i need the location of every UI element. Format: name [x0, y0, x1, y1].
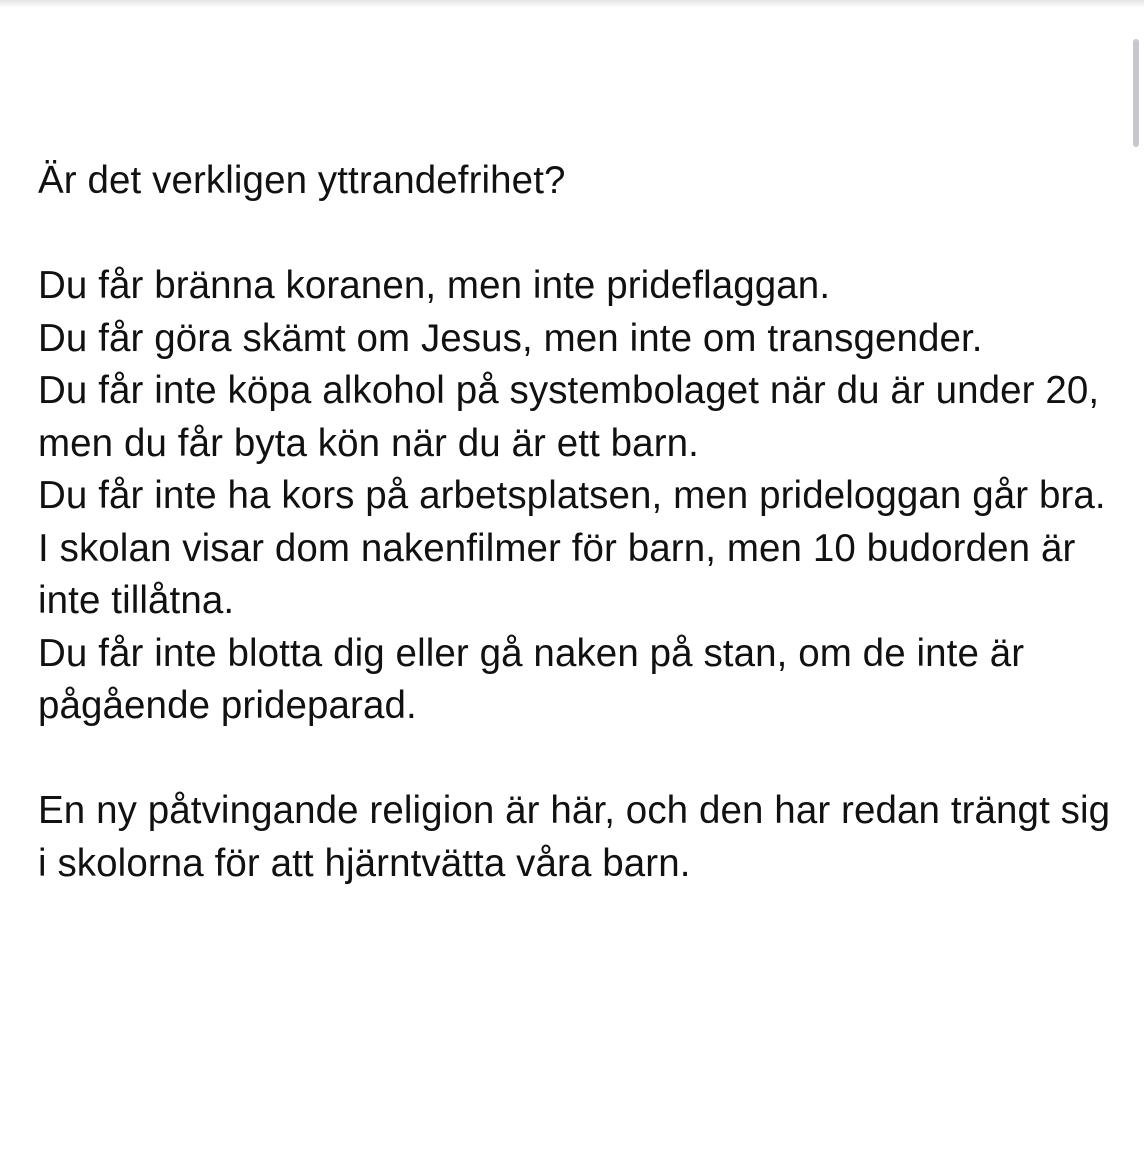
note-closing: En ny påtvingande religion är här, och den har redan trängt sig i skolorna för att hjärntvätta våra barn. [38, 789, 1111, 885]
paragraph-gap [38, 733, 1118, 786]
note-text-body [38, 155, 1118, 890]
vertical-scrollbar[interactable] [1130, 7, 1144, 1167]
top-edge-divider [0, 0, 1144, 7]
note-line-4: Du får inte ha kors på arbetsplatsen, men prideloggan går bra. [38, 474, 1106, 517]
paragraph-gap [38, 208, 1118, 261]
note-line-1: Du får bränna koranen, men inte prideflaggan. [38, 264, 831, 307]
note-title: Är det verkligen yttrandefrihet? [38, 159, 566, 202]
note-line-3: Du får inte köpa alkohol på systembolaget när du är under 20, men du får byta kön när du är ett barn. [38, 369, 1100, 465]
note-line-5: I skolan visar dom nakenfilmer för barn, men 10 budorden är inte tillåtna. [38, 526, 1076, 622]
scrollbar-thumb[interactable] [1133, 39, 1139, 147]
note-line-6: Du får inte blotta dig eller gå naken på stan, om de inte är pågående prideparad. [38, 631, 1025, 727]
note-line-2: Du får göra skämt om Jesus, men inte om transgender. [38, 316, 983, 360]
